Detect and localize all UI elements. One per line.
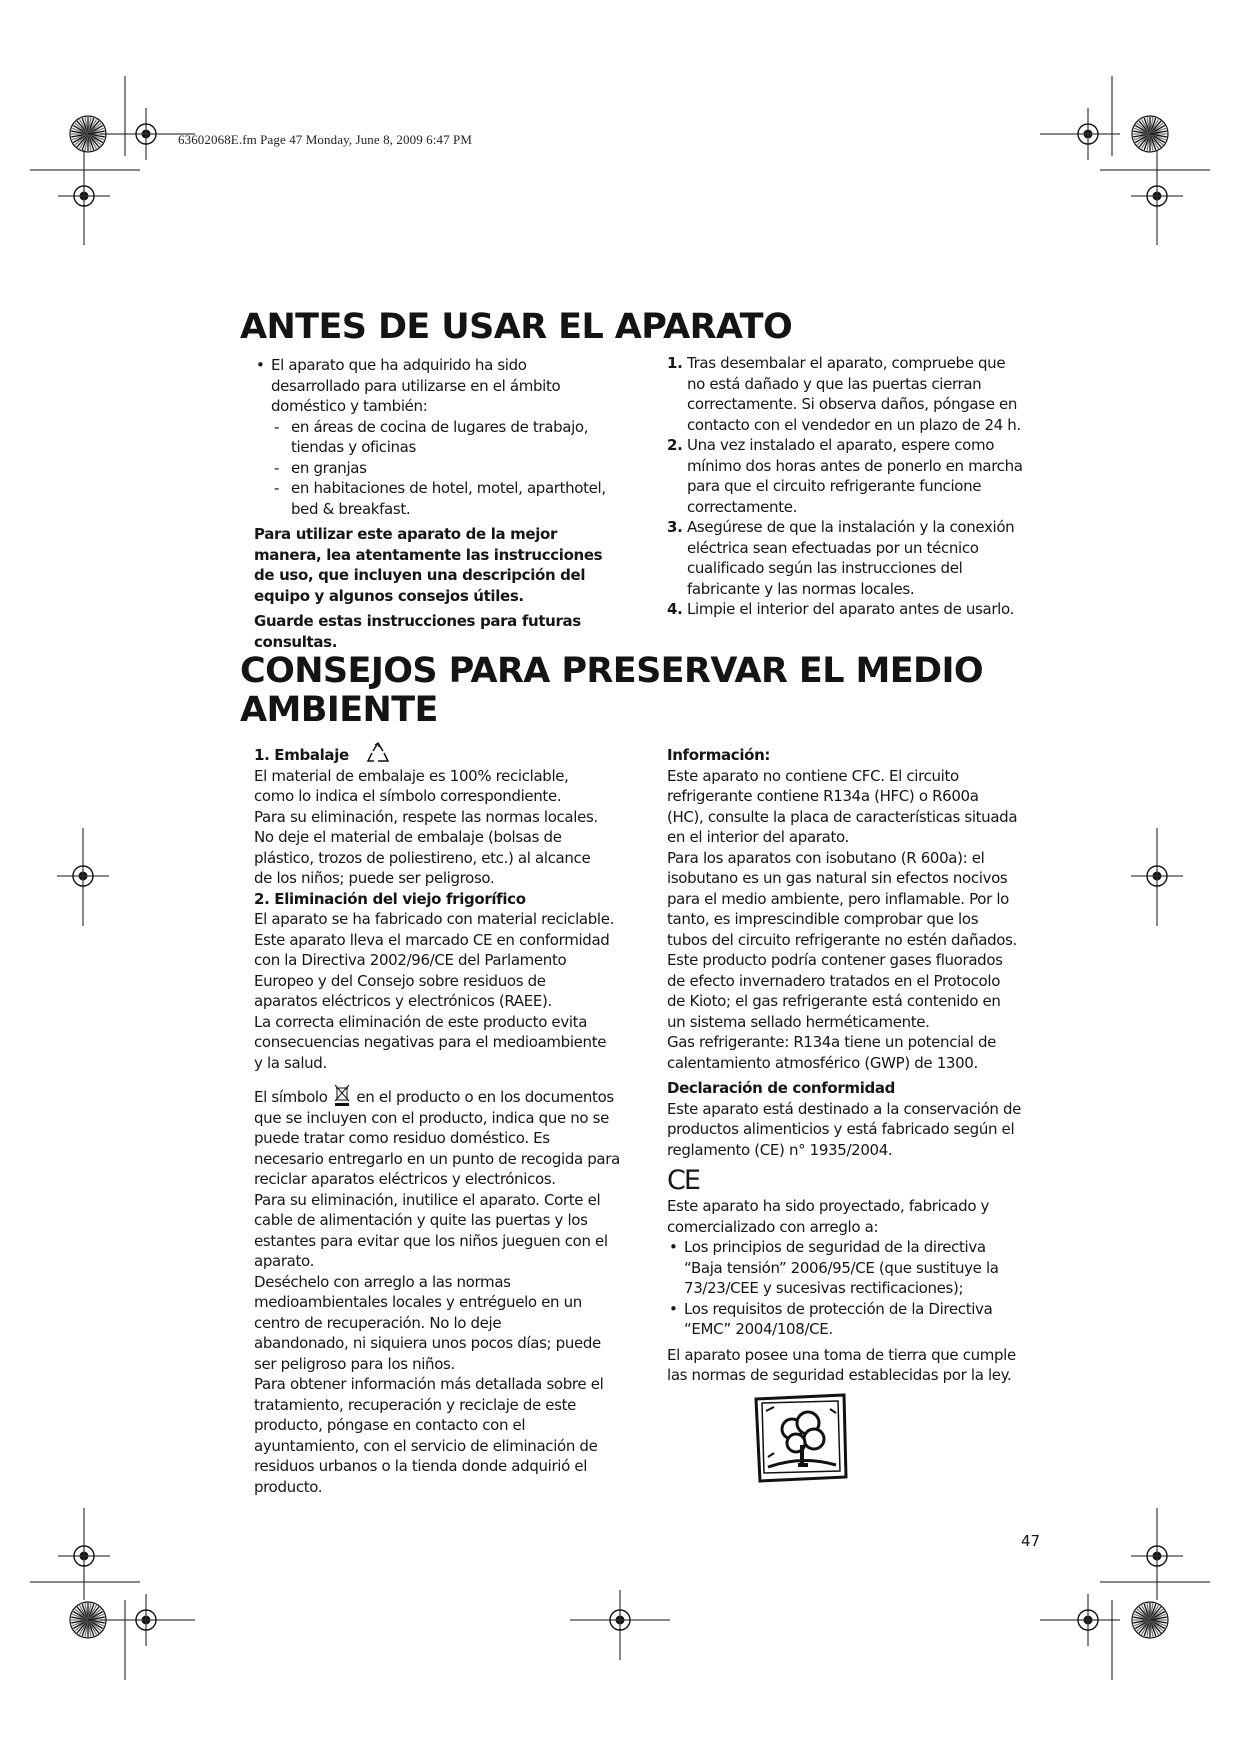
info-heading: Información:: [667, 746, 771, 764]
section-title-antes: ANTES DE USAR EL APARATO: [240, 307, 793, 347]
crosshair-mark: [74, 1546, 94, 1566]
disposal-text: El aparato se ha fabricado con material reciclable. Este aparato lleva el marcado CE en conformidad con la Directiva 2002/96/CE del Parlamento Europeo y del Consejo sobre residuos de aparatos eléctricos y electrónicos (RAEE). La correcta eliminación de este producto evita consecuencias negativas para el medioambiente y la salud.: [254, 910, 615, 1072]
starburst-mark: [1132, 1602, 1168, 1638]
read-instructions-note: Para utilizar este aparato de la mejor manera, lea atentamente las instrucciones de uso, que incluyen una descripción del equipo y algunos consejos útiles.: [254, 525, 603, 605]
conformity-heading: Declaración de conformidad: [667, 1079, 896, 1097]
conformity-text: Este aparato está destinado a la conservación de productos alimenticios y está fabricado según el reglamento (CE) n° 1935/2004.: [667, 1099, 1022, 1159]
recycle-icon: [364, 741, 392, 765]
packaging-heading: 1. Embalaje: [254, 745, 634, 766]
earthing-text: El aparato posee una toma de tierra que cumple las normas de seguridad establecidas por la ley.: [667, 1345, 1016, 1384]
section2-left-column: [254, 745, 634, 1497]
starburst-mark: [70, 116, 106, 152]
use-area-item: - en habitaciones de hotel, motel, aparthotel, bed & breakfast.: [274, 479, 606, 518]
section1-right-column: [667, 353, 1067, 620]
packaging-text: El material de embalaje es 100% reciclable, como lo indica el símbolo correspondiente. Para su eliminación, respete las normas locales. No deje el material de embalaje (bolsas de plástico, trozos de poliestireno, etc.) al alcance de los niños; puede ser peligroso.: [254, 766, 598, 887]
crosshair-mark: [1147, 866, 1167, 886]
crosshair-mark: [73, 866, 93, 886]
starburst-mark: [70, 1602, 106, 1638]
crosshair-mark: [1078, 124, 1098, 144]
crosshair-mark: [610, 1610, 630, 1630]
tree-eco-logo: [752, 1393, 852, 1485]
section2-right-column: [667, 745, 1067, 1386]
section1-left-column: [254, 355, 634, 652]
crosshair-mark: [74, 186, 94, 206]
crosshair-mark: [1078, 1610, 1098, 1630]
crossed-bin-icon: [333, 1083, 351, 1107]
compliance-bullet: • Los requisitos de protección de la Directiva “EMC” 2004/108/CE.: [669, 1299, 993, 1338]
info-text: Este aparato no contiene CFC. El circuito refrigerante contiene R134a (HFC) o R600a (HC), consulte la placa de características situada en el interior del aparato. Para los aparatos con isobutano (R 600a): el isobutano es un gas natural sin efectos nocivos para el medio ambiente, pero inflamable. Por lo tanto, es imprescindible comprobar que los tubos del circuito refrigerante no estén dañados. Este producto podría contener gases fluorados de efecto invernadero tratados en el Protocolo de Kioto; el gas refrigerante está contenido en un sistema sellado herméticamente. Gas refrigerante: R134a tiene un potencial de calentamiento atmosférico (GWP) de 1300.: [667, 766, 1018, 1072]
step-3: 3. Asegúrese de que la instalación y la conexión eléctrica sean efectuadas por un técnico cualificado según las instrucciones del fabricante y las normas locales.: [667, 518, 1015, 598]
page-number: 47: [1021, 1532, 1041, 1550]
use-area-item: - en granjas: [274, 458, 367, 477]
disposal-heading: 2. Eliminación del viejo frigorífico: [254, 889, 526, 908]
intended-use-bullet: • El aparato que ha adquirido ha sido desarrollado para utilizarse en el ámbito doméstico y también:: [256, 356, 561, 415]
crosshair-mark: [136, 1610, 156, 1630]
step-2: 2. Una vez instalado el aparato, espere como mínimo dos horas antes de ponerlo en marcha para que el circuito refrigerante funcione correctamente.: [667, 436, 1023, 516]
step-4: 4. Limpie el interior del aparato antes de usarlo.: [667, 600, 1014, 618]
compliance-bullet: • Los principios de seguridad de la directiva “Baja tensión” 2006/95/CE (que sustituye la 73/23/CEE y sucesivas rectificaciones);: [669, 1238, 999, 1297]
step-1: 1. Tras desembalar el aparato, compruebe que no está dañado y que las puertas cierran correctamente. Si observa daños, póngase en contacto con el vendedor en un plazo de 24 h.: [667, 354, 1021, 434]
ce-mark: CE: [667, 1165, 699, 1196]
crosshair-mark: [1147, 1546, 1167, 1566]
compliance-text: Este aparato ha sido proyectado, fabricado y comercializado con arreglo a:: [667, 1197, 990, 1236]
file-slug: 63602068E.fm Page 47 Monday, June 8, 2009 6:47 PM: [178, 132, 473, 147]
section-title-consejos: CONSEJOS PARA PRESERVAR EL MEDIO AMBIENTE: [240, 651, 984, 730]
starburst-mark: [1132, 116, 1168, 152]
crosshair-mark: [1147, 186, 1167, 206]
weee-text: que se incluyen con el producto, indica que no se puede tratar como residuo doméstico. Es necesario entregarlo en un punto de recogida para reciclar aparatos eléctricos y electrónicos. Para su eliminación, inutilice el aparato. Corte el cable de alimentación y quite las puertas y los estantes para evitar que los niños jueguen con el aparato. Deséchelo con arreglo a las normas medioambientales locales y entréguelo en un centro de recuperación. No lo deje abandonado, ni siquiera unos pocos días; puede ser peligroso para los niños. Para obtener información más detallada sobre el tratamiento, recuperación y reciclaje de este producto, póngase en contacto con el ayuntamiento, con el servicio de eliminación de residuos urbanos o la tienda donde adquirió el producto.: [254, 1108, 620, 1496]
crosshair-mark: [136, 124, 156, 144]
keep-instructions-note: Guarde estas instrucciones para futuras consultas.: [254, 612, 581, 651]
weee-symbol-line: El símbolo en el producto o en los documentos: [254, 1087, 634, 1108]
use-area-item: - en áreas de cocina de lugares de trabajo, tiendas y oficinas: [274, 417, 589, 456]
